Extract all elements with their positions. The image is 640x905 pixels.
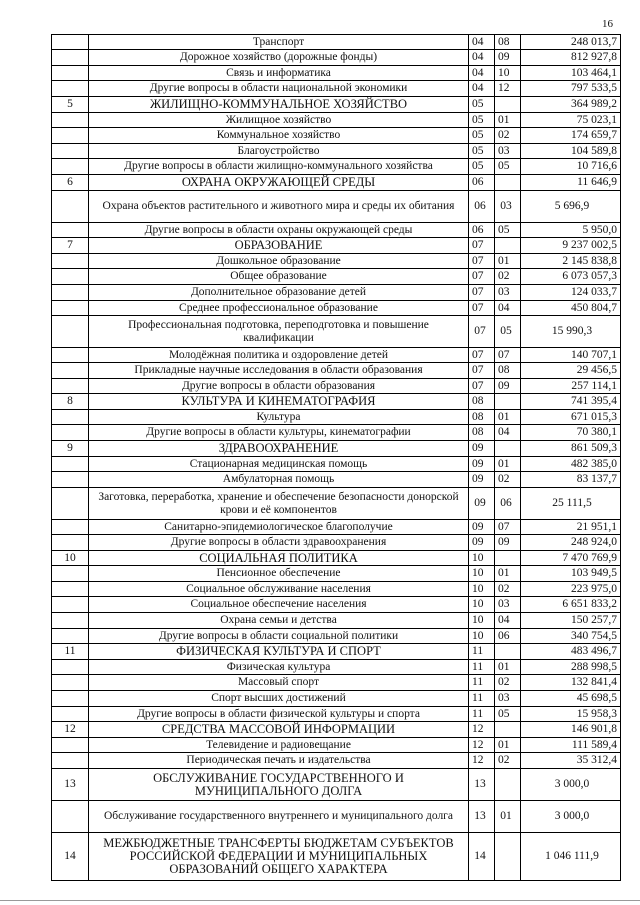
subsection-code: 01 [495, 566, 521, 582]
section-row [52, 722, 621, 738]
subsection-code: 03 [495, 191, 521, 223]
subsection-code: 02 [495, 269, 521, 285]
section-code: 11 [469, 691, 495, 707]
amount: 483 496,7 [521, 644, 621, 660]
item-name: Дошкольное образование [89, 254, 469, 269]
table-row [52, 144, 621, 159]
section-row [52, 175, 621, 191]
section-code: 05 [469, 159, 495, 175]
section-code: 04 [469, 81, 495, 97]
item-name: Периодическая печать и издательства [89, 753, 469, 769]
table-row [52, 410, 621, 425]
section-code: 09 [469, 472, 495, 488]
subsection-code: 08 [495, 363, 521, 379]
amount: 6 651 833,2 [521, 597, 621, 613]
subsection-code: 01 [495, 113, 521, 128]
amount: 75 023,1 [521, 113, 621, 128]
item-name: Дорожное хозяйство (дорожные фонды) [89, 50, 469, 66]
section-code: 07 [469, 269, 495, 285]
subsection-code: 05 [495, 159, 521, 175]
row-number [52, 597, 89, 613]
subsection-code: 06 [495, 488, 521, 520]
amount: 2 145 838,8 [521, 254, 621, 269]
subsection-code: 05 [495, 223, 521, 238]
section-row [52, 394, 621, 410]
table-row [52, 379, 621, 394]
section-row [52, 644, 621, 660]
row-number [52, 472, 89, 488]
item-name: Санитарно-эпидемиологическое благополучие [89, 520, 469, 535]
section-row [52, 833, 621, 881]
amount: 288 998,5 [521, 660, 621, 675]
row-number [52, 566, 89, 582]
budget-table-body [52, 35, 621, 881]
table-row [52, 348, 621, 363]
item-name: Обслуживание государственного внутреннего и муниципального долга [89, 801, 469, 833]
section-code: 04 [469, 50, 495, 66]
table-row [52, 613, 621, 629]
row-number [52, 35, 89, 50]
amount: 482 385,0 [521, 457, 621, 472]
subsection-code: 01 [495, 410, 521, 425]
amount: 3 000,0 [521, 769, 621, 801]
row-number: 12 [52, 722, 89, 738]
budget-table [51, 34, 621, 881]
section-code: 11 [469, 707, 495, 722]
subsection-code: 03 [495, 285, 521, 301]
section-row [52, 238, 621, 254]
item-name: Другие вопросы в области охраны окружающей среды [89, 223, 469, 238]
amount: 257 114,1 [521, 379, 621, 394]
amount: 35 312,4 [521, 753, 621, 769]
item-name: Социальное обеспечение населения [89, 597, 469, 613]
section-title: ОБСЛУЖИВАНИЕ ГОСУДАРСТВЕННОГО И МУНИЦИПАЛЬНОГО ДОЛГА [89, 769, 469, 801]
section-title: ФИЗИЧЕСКАЯ КУЛЬТУРА И СПОРТ [89, 644, 469, 660]
row-number [52, 582, 89, 597]
section-code: 04 [469, 66, 495, 81]
item-name: Культура [89, 410, 469, 425]
table-row [52, 582, 621, 597]
section-title: ОБРАЗОВАНИЕ [89, 238, 469, 254]
amount: 364 989,2 [521, 97, 621, 113]
row-number: 14 [52, 833, 89, 881]
table-row [52, 738, 621, 753]
amount: 15 958,3 [521, 707, 621, 722]
section-row [52, 97, 621, 113]
amount: 140 707,1 [521, 348, 621, 363]
section-code: 04 [469, 35, 495, 50]
table-row [52, 128, 621, 144]
subsection-code [495, 644, 521, 660]
item-name: Прикладные научные исследования в области образования [89, 363, 469, 379]
table-row [52, 425, 621, 441]
subsection-code: 02 [495, 472, 521, 488]
amount: 7 470 769,9 [521, 551, 621, 566]
row-number [52, 50, 89, 66]
item-name: Стационарная медицинская помощь [89, 457, 469, 472]
section-code: 05 [469, 113, 495, 128]
section-code: 10 [469, 613, 495, 629]
section-code: 07 [469, 379, 495, 394]
table-row [52, 629, 621, 644]
subsection-code: 05 [495, 707, 521, 722]
item-name: Физическая культура [89, 660, 469, 675]
page-number: 16 [602, 18, 613, 30]
row-number [52, 488, 89, 520]
row-number [52, 629, 89, 644]
item-name: Охрана семьи и детства [89, 613, 469, 629]
section-row [52, 441, 621, 457]
section-code: 11 [469, 644, 495, 660]
amount: 6 073 057,3 [521, 269, 621, 285]
section-code: 13 [469, 801, 495, 833]
row-number: 5 [52, 97, 89, 113]
table-row [52, 35, 621, 50]
amount: 450 804,7 [521, 301, 621, 316]
subsection-code: 02 [495, 753, 521, 769]
table-row [52, 316, 621, 348]
subsection-code: 10 [495, 66, 521, 81]
section-code: 12 [469, 722, 495, 738]
amount: 83 137,7 [521, 472, 621, 488]
subsection-code [495, 722, 521, 738]
item-name: Телевидение и радиовещание [89, 738, 469, 753]
subsection-code: 01 [495, 738, 521, 753]
row-number [52, 316, 89, 348]
section-title: КУЛЬТУРА И КИНЕМАТОГРАФИЯ [89, 394, 469, 410]
amount: 174 659,7 [521, 128, 621, 144]
section-title: ЗДРАВООХРАНЕНИЕ [89, 441, 469, 457]
row-number [52, 363, 89, 379]
section-title: МЕЖБЮДЖЕТНЫЕ ТРАНСФЕРТЫ БЮДЖЕТАМ СУБЪЕКТОВ РОССИЙСКОЙ ФЕДЕРАЦИИ И МУНИЦИПАЛЬНЫХ ОБРАЗОВАНИЙ ОБЩЕГО ХАРАКТЕРА [89, 833, 469, 881]
item-name: Молодёжная политика и оздоровление детей [89, 348, 469, 363]
amount: 45 698,5 [521, 691, 621, 707]
section-code: 10 [469, 566, 495, 582]
table-row [52, 363, 621, 379]
subsection-code: 12 [495, 81, 521, 97]
amount: 1 046 111,9 [521, 833, 621, 881]
item-name: Транспорт [89, 35, 469, 50]
subsection-code: 09 [495, 379, 521, 394]
table-row [52, 81, 621, 97]
amount: 5 950,0 [521, 223, 621, 238]
subsection-code: 09 [495, 50, 521, 66]
row-number [52, 254, 89, 269]
amount: 150 257,7 [521, 613, 621, 629]
amount: 132 841,4 [521, 675, 621, 691]
section-title: ОХРАНА ОКРУЖАЮЩЕЙ СРЕДЫ [89, 175, 469, 191]
section-code: 10 [469, 551, 495, 566]
amount: 3 000,0 [521, 801, 621, 833]
row-number [52, 457, 89, 472]
section-code: 10 [469, 629, 495, 644]
table-row [52, 457, 621, 472]
section-code: 12 [469, 753, 495, 769]
section-code: 05 [469, 128, 495, 144]
row-number [52, 223, 89, 238]
subsection-code: 01 [495, 660, 521, 675]
amount: 248 924,0 [521, 535, 621, 551]
item-name: Другие вопросы в области жилищно-коммунального хозяйства [89, 159, 469, 175]
row-number: 7 [52, 238, 89, 254]
amount: 103 949,5 [521, 566, 621, 582]
amount: 146 901,8 [521, 722, 621, 738]
subsection-code: 04 [495, 613, 521, 629]
amount: 5 696,9 [521, 191, 621, 223]
table-row [52, 472, 621, 488]
subsection-code: 04 [495, 301, 521, 316]
section-code: 07 [469, 316, 495, 348]
section-row [52, 769, 621, 801]
table-row [52, 269, 621, 285]
subsection-code [495, 394, 521, 410]
row-number: 10 [52, 551, 89, 566]
section-code: 11 [469, 675, 495, 691]
item-name: Спорт высших достижений [89, 691, 469, 707]
table-row [52, 285, 621, 301]
amount: 15 990,3 [521, 316, 621, 348]
subsection-code [495, 551, 521, 566]
section-code: 12 [469, 738, 495, 753]
amount: 70 380,1 [521, 425, 621, 441]
subsection-code: 07 [495, 520, 521, 535]
item-name: Другие вопросы в области социальной политики [89, 629, 469, 644]
row-number [52, 707, 89, 722]
amount: 124 033,7 [521, 285, 621, 301]
table-row [52, 159, 621, 175]
table-row [52, 191, 621, 223]
section-code: 09 [469, 535, 495, 551]
subsection-code: 03 [495, 144, 521, 159]
row-number [52, 520, 89, 535]
table-row [52, 675, 621, 691]
item-name: Среднее профессиональное образование [89, 301, 469, 316]
amount: 861 509,3 [521, 441, 621, 457]
subsection-code [495, 175, 521, 191]
row-number [52, 410, 89, 425]
table-row [52, 488, 621, 520]
subsection-code: 04 [495, 425, 521, 441]
table-row [52, 223, 621, 238]
subsection-code: 06 [495, 629, 521, 644]
section-code: 08 [469, 394, 495, 410]
table-row [52, 660, 621, 675]
section-code: 09 [469, 520, 495, 535]
section-code: 06 [469, 191, 495, 223]
subsection-code: 01 [495, 457, 521, 472]
row-number: 6 [52, 175, 89, 191]
row-number [52, 159, 89, 175]
subsection-code [495, 441, 521, 457]
item-name: Амбулаторная помощь [89, 472, 469, 488]
section-code: 07 [469, 238, 495, 254]
amount: 248 013,7 [521, 35, 621, 50]
subsection-code [495, 769, 521, 801]
subsection-code: 01 [495, 254, 521, 269]
amount: 21 951,1 [521, 520, 621, 535]
section-title: ЖИЛИЩНО-КОММУНАЛЬНОЕ ХОЗЯЙСТВО [89, 97, 469, 113]
section-code: 13 [469, 769, 495, 801]
row-number [52, 801, 89, 833]
row-number [52, 425, 89, 441]
section-code: 11 [469, 660, 495, 675]
item-name: Другие вопросы в области национальной экономики [89, 81, 469, 97]
item-name: Благоустройство [89, 144, 469, 159]
section-title: СРЕДСТВА МАССОВОЙ ИНФОРМАЦИИ [89, 722, 469, 738]
subsection-code: 02 [495, 675, 521, 691]
row-number [52, 613, 89, 629]
subsection-code: 08 [495, 35, 521, 50]
item-name: Дополнительное образование детей [89, 285, 469, 301]
section-code: 06 [469, 175, 495, 191]
amount: 797 533,5 [521, 81, 621, 97]
item-name: Общее образование [89, 269, 469, 285]
amount: 29 456,5 [521, 363, 621, 379]
row-number [52, 348, 89, 363]
row-number: 11 [52, 644, 89, 660]
table-row [52, 535, 621, 551]
row-number [52, 738, 89, 753]
section-code: 05 [469, 97, 495, 113]
section-code: 09 [469, 441, 495, 457]
table-row [52, 113, 621, 128]
row-number [52, 191, 89, 223]
amount: 741 395,4 [521, 394, 621, 410]
item-name: Охрана объектов растительного и животного мира и среды их обитания [89, 191, 469, 223]
section-code: 10 [469, 597, 495, 613]
item-name: Пенсионное обеспечение [89, 566, 469, 582]
amount: 812 927,8 [521, 50, 621, 66]
table-row [52, 801, 621, 833]
section-code: 08 [469, 410, 495, 425]
section-code: 09 [469, 457, 495, 472]
amount: 25 111,5 [521, 488, 621, 520]
subsection-code: 01 [495, 801, 521, 833]
row-number [52, 660, 89, 675]
section-code: 07 [469, 254, 495, 269]
row-number [52, 379, 89, 394]
row-number [52, 285, 89, 301]
table-row [52, 753, 621, 769]
page-bottom-line [0, 900, 640, 901]
section-code: 07 [469, 285, 495, 301]
subsection-code: 02 [495, 582, 521, 597]
row-number: 13 [52, 769, 89, 801]
amount: 671 015,3 [521, 410, 621, 425]
section-code: 10 [469, 582, 495, 597]
row-number [52, 128, 89, 144]
item-name: Другие вопросы в области образования [89, 379, 469, 394]
table-row [52, 597, 621, 613]
subsection-code: 07 [495, 348, 521, 363]
subsection-code: 05 [495, 316, 521, 348]
section-code: 14 [469, 833, 495, 881]
item-name: Другие вопросы в области здравоохранения [89, 535, 469, 551]
subsection-code: 09 [495, 535, 521, 551]
item-name: Социальное обслуживание населения [89, 582, 469, 597]
section-row [52, 551, 621, 566]
table-row [52, 66, 621, 81]
row-number [52, 675, 89, 691]
item-name: Связь и информатика [89, 66, 469, 81]
subsection-code: 03 [495, 691, 521, 707]
table-row [52, 707, 621, 722]
row-number [52, 81, 89, 97]
section-code: 07 [469, 363, 495, 379]
row-number [52, 753, 89, 769]
row-number [52, 691, 89, 707]
subsection-code [495, 97, 521, 113]
table-row [52, 301, 621, 316]
item-name: Коммунальное хозяйство [89, 128, 469, 144]
amount: 340 754,5 [521, 629, 621, 644]
item-name: Другие вопросы в области физической культуры и спорта [89, 707, 469, 722]
section-code: 07 [469, 348, 495, 363]
section-title: СОЦИАЛЬНАЯ ПОЛИТИКА [89, 551, 469, 566]
subsection-code: 02 [495, 128, 521, 144]
row-number [52, 301, 89, 316]
row-number [52, 535, 89, 551]
item-name: Профессиональная подготовка, переподготовка и повышение квалификации [89, 316, 469, 348]
row-number [52, 113, 89, 128]
item-name: Массовый спорт [89, 675, 469, 691]
item-name: Заготовка, переработка, хранение и обеспечение безопасности донорской крови и её компонентов [89, 488, 469, 520]
row-number: 9 [52, 441, 89, 457]
section-code: 09 [469, 488, 495, 520]
amount: 103 464,1 [521, 66, 621, 81]
amount: 111 589,4 [521, 738, 621, 753]
item-name: Другие вопросы в области культуры, кинематографии [89, 425, 469, 441]
section-code: 08 [469, 425, 495, 441]
table-row [52, 520, 621, 535]
table-row [52, 691, 621, 707]
amount: 223 975,0 [521, 582, 621, 597]
subsection-code [495, 238, 521, 254]
subsection-code: 03 [495, 597, 521, 613]
row-number: 8 [52, 394, 89, 410]
row-number [52, 66, 89, 81]
amount: 104 589,8 [521, 144, 621, 159]
section-code: 07 [469, 301, 495, 316]
amount: 9 237 002,5 [521, 238, 621, 254]
amount: 11 646,9 [521, 175, 621, 191]
table-row [52, 566, 621, 582]
subsection-code [495, 833, 521, 881]
row-number [52, 144, 89, 159]
amount: 10 716,6 [521, 159, 621, 175]
section-code: 05 [469, 144, 495, 159]
section-code: 06 [469, 223, 495, 238]
item-name: Жилищное хозяйство [89, 113, 469, 128]
table-row [52, 254, 621, 269]
table-row [52, 50, 621, 66]
row-number [52, 269, 89, 285]
